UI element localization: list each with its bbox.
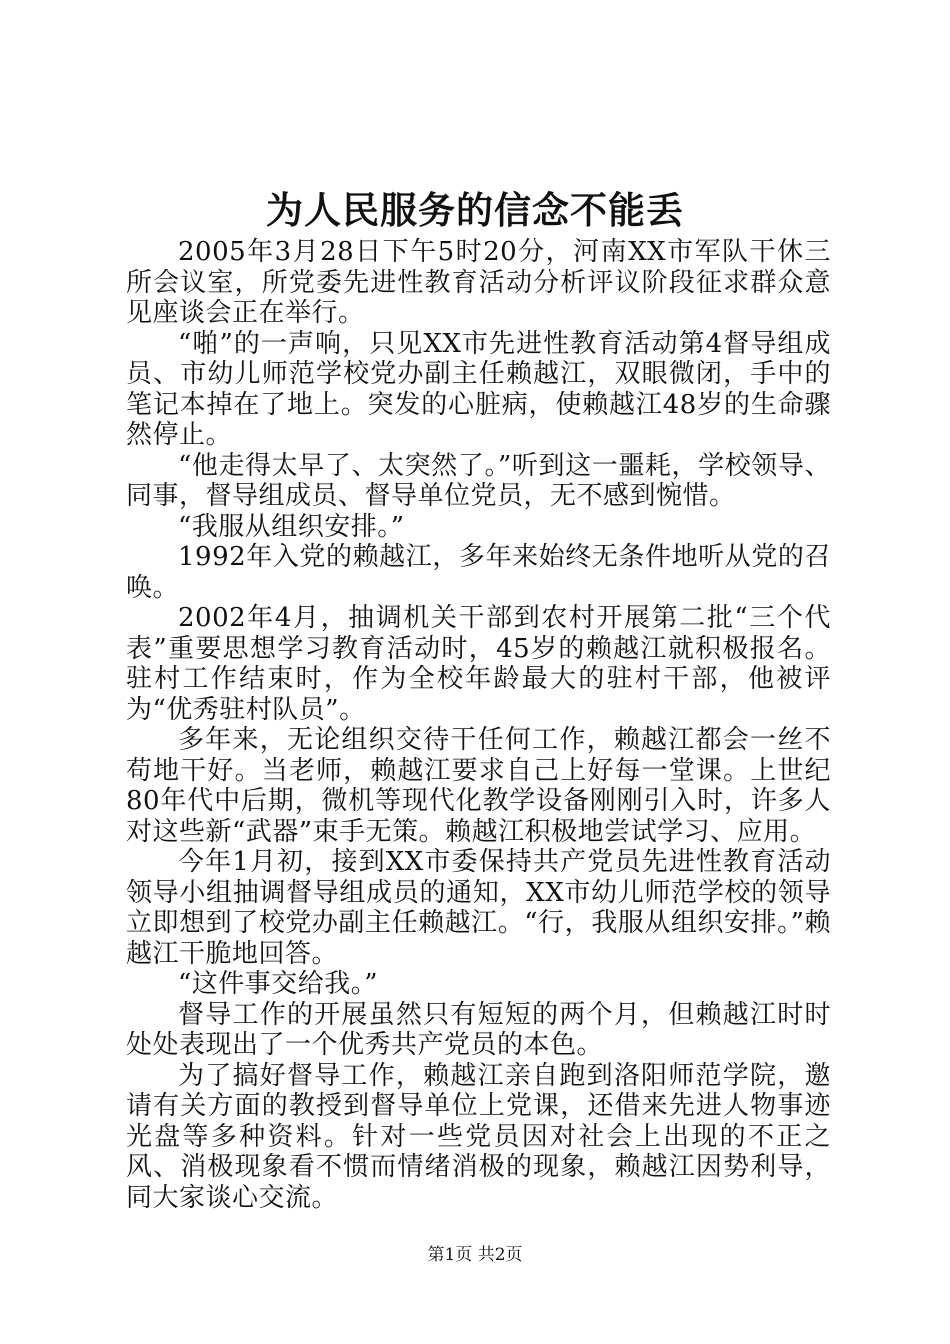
paragraph: 督导工作的开展虽然只有短短的两个月，但赖越江时时处处表现出了一个优秀共产党员的本色。	[126, 999, 831, 1060]
paragraph: “他走得太早了、太突然了。”听到这一噩耗，学校领导、同事，督导组成员、督导单位党员，无不感到惋惜。	[126, 450, 831, 511]
paragraph: 1992年入党的赖越江，多年来始终无条件地听从党的召唤。	[126, 542, 831, 603]
paragraph: 2005年3月28日下午5时20分，河南XX市军队干休三所会议室，所党委先进性教育活动分析评议阶段征求群众意见座谈会正在举行。	[126, 237, 831, 328]
paragraph: 今年1月初，接到XX市委保持共产党员先进性教育活动领导小组抽调督导组成员的通知，XX市幼儿师范学校的领导立即想到了校党办副主任赖越江。“行，我服从组织安排。”赖越江干脆地回答。	[126, 847, 831, 969]
page-number-footer: 第1页 共2页	[427, 1245, 523, 1265]
paragraph: 为了搞好督导工作，赖越江亲自跑到洛阳师范学院，邀请有关方面的教授到督导单位上党课，还借来先进人物事迹光盘等多种资料。针对一些党员因对社会上出现的不正之风、消极现象看不惯而情绪消极的现象，赖越江因势利导，同大家谈心交流。	[126, 1060, 831, 1213]
document-body	[126, 237, 831, 1213]
document-title: 为人民服务的信念不能丢	[266, 188, 684, 232]
paragraph: “我服从组织安排。”	[178, 511, 405, 542]
paragraph: “这件事交给我。”	[178, 969, 379, 999]
paragraph: 多年来，无论组织交待干任何工作，赖越江都会一丝不苟地干好。当老师，赖越江要求自己上好每一堂课。上世纪80年代中后期，微机等现代化教学设备刚刚引入时，许多人对这些新“武器”束手无策。赖越江积极地尝试学习、应用。	[126, 725, 831, 847]
paragraph: 2002年4月，抽调机关干部到农村开展第二批“三个代表”重要思想学习教育活动时，45岁的赖越江就积极报名。驻村工作结束时，作为全校年龄最大的驻村干部，他被评为“优秀驻村队员”。	[126, 603, 831, 725]
paragraph: “啪”的一声响，只见XX市先进性教育活动第4督导组成员、市幼儿师范学校党办副主任赖越江，双眼微闭，手中的笔记本掉在了地上。突发的心脏病，使赖越江48岁的生命骤然停止。	[126, 328, 831, 450]
